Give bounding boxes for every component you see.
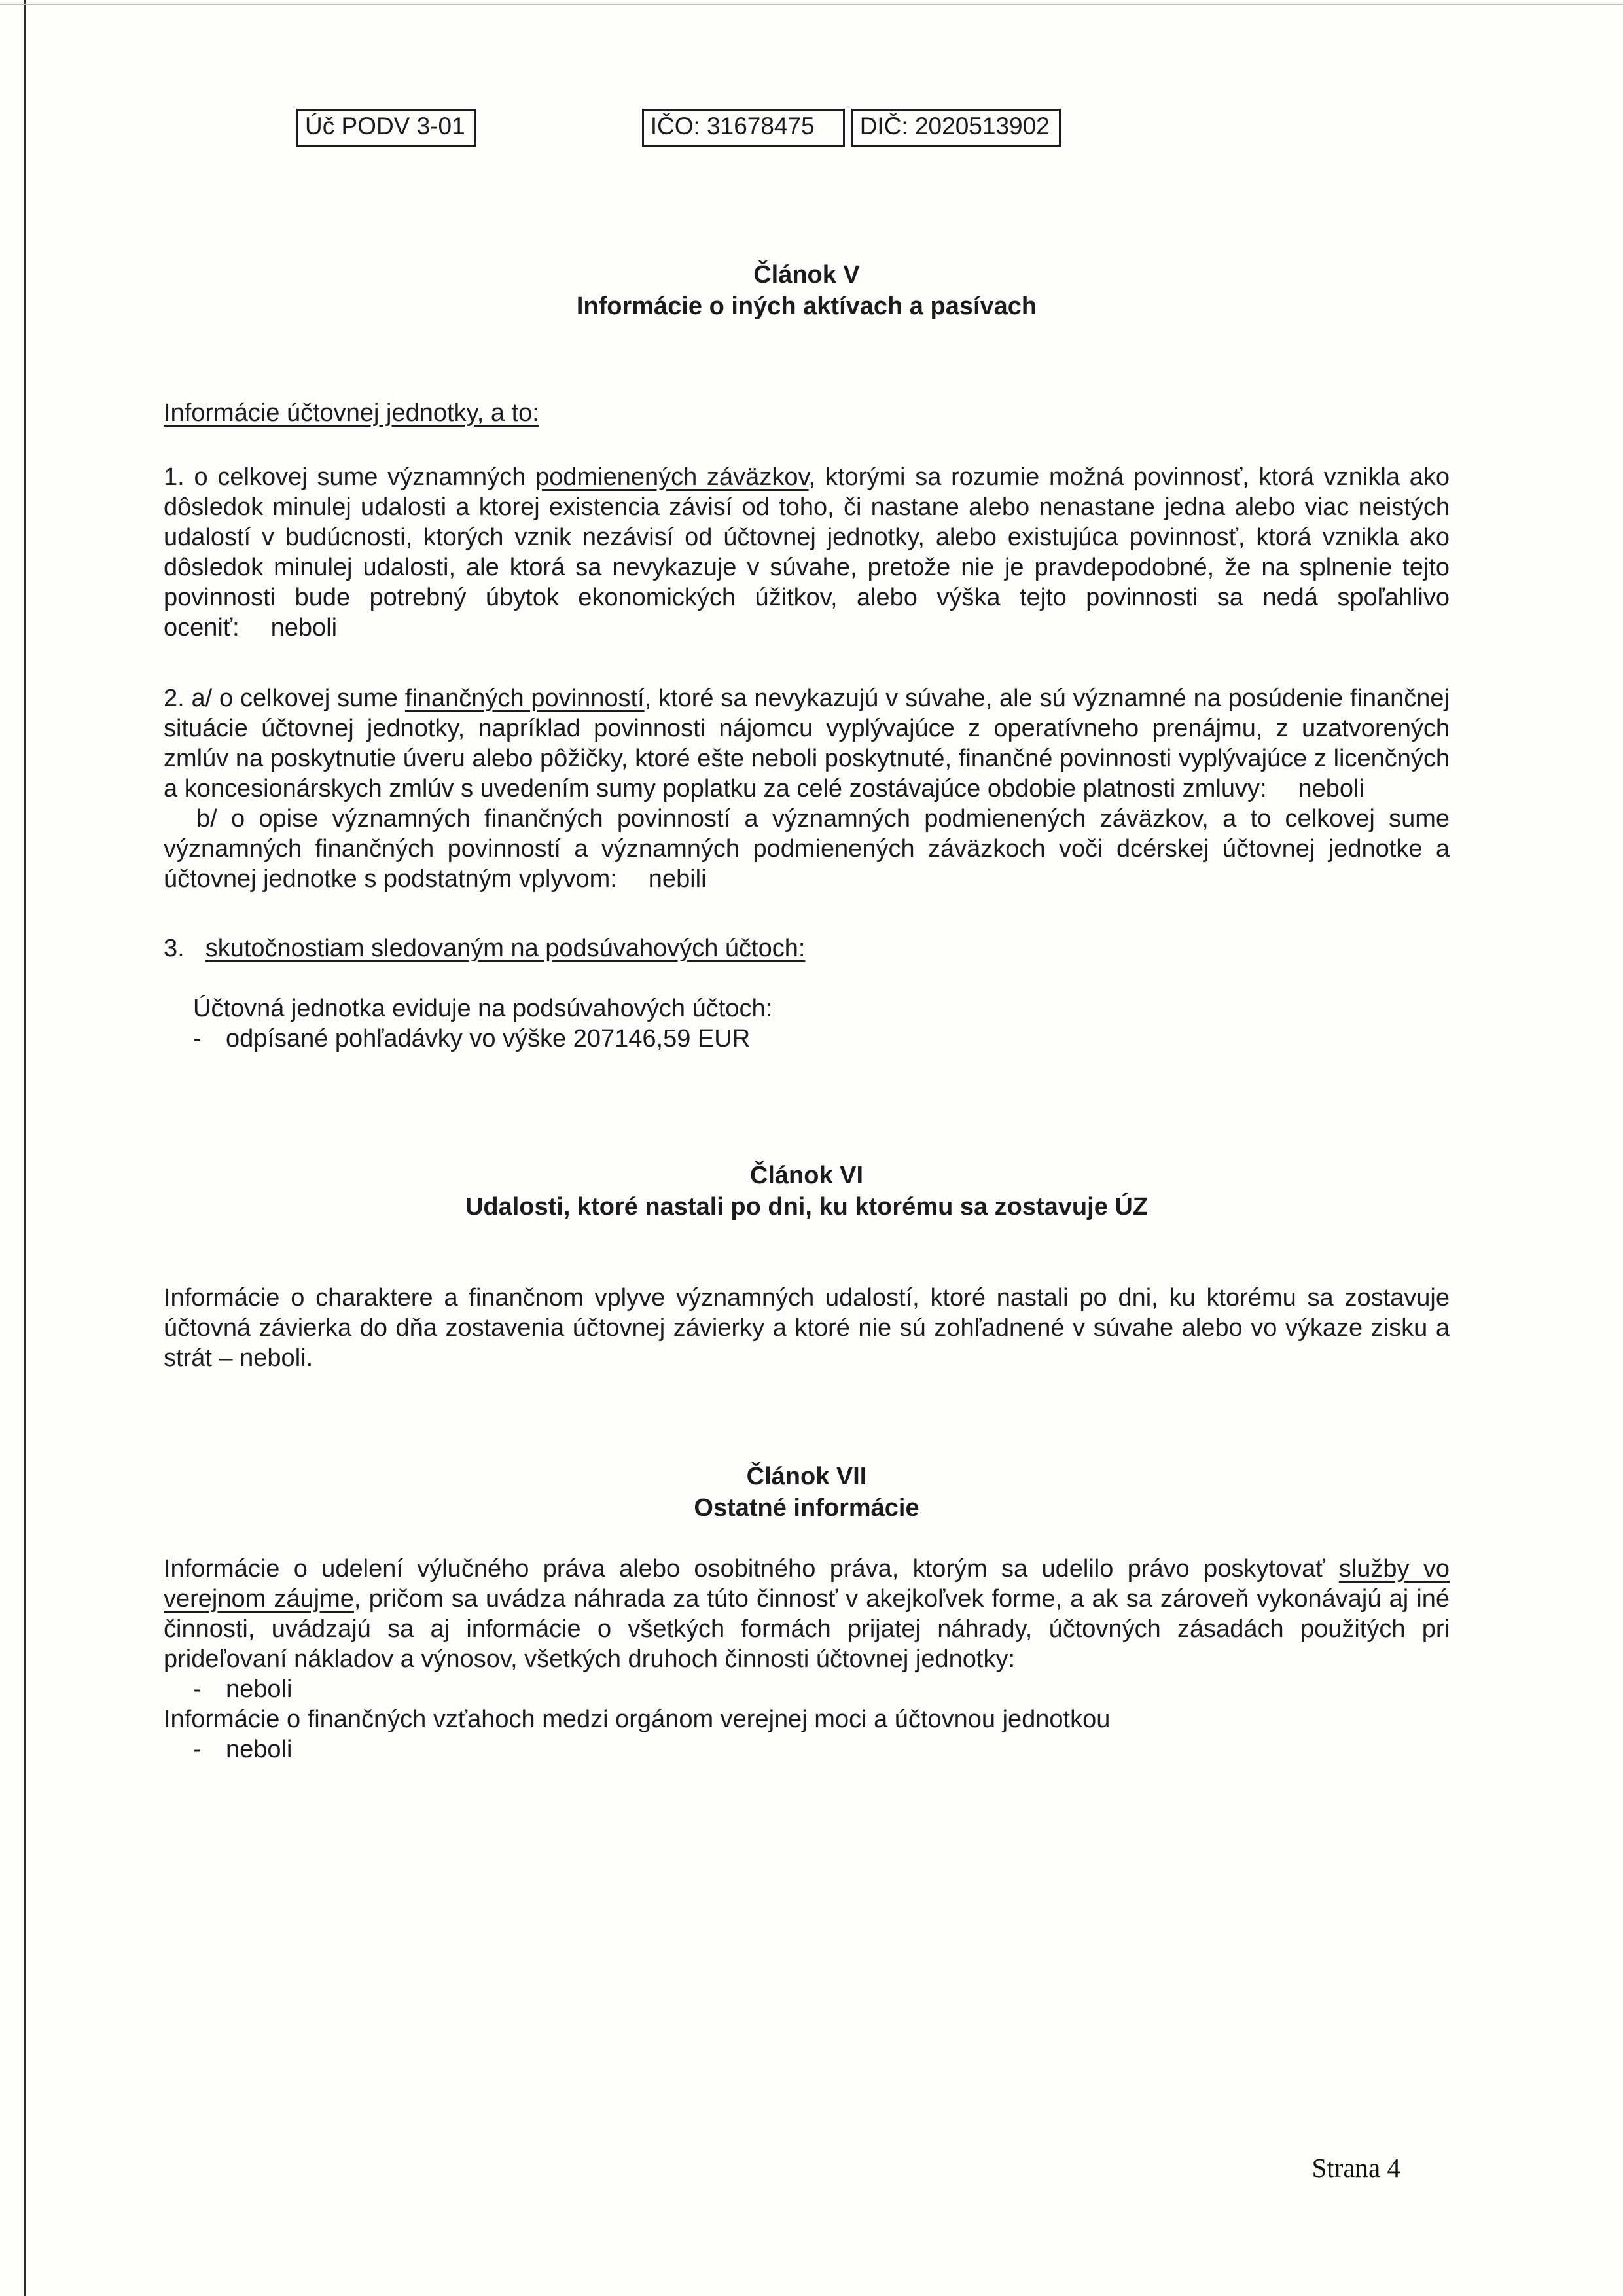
text-segment: Informácie o udelení výlučného práva alebo osobitného práva, ktorým sa udelilo právo poskytovať: [164, 1555, 1339, 1583]
article-vi-subtitle: Udalosti, ktoré nastali po dni, ku ktorému sa zostavuje ÚZ: [465, 1193, 1149, 1221]
paragraph-description-obligations: [164, 804, 1450, 894]
off-balance-value: odpísané pohľadávky vo výške 207146,59 EUR: [226, 1025, 751, 1052]
header-row: [164, 109, 1450, 147]
page-number: Strana 4: [1311, 2153, 1400, 2183]
answer-text: nebili: [648, 865, 707, 893]
off-balance-note: Účtovná jednotka eviduje na podsúvahových účtoch:: [193, 995, 773, 1022]
item-3-number: 3.: [164, 935, 185, 962]
off-balance-bullet: [164, 1024, 1450, 1054]
article-v-title: Článok V: [753, 261, 860, 289]
section-intro: [164, 398, 1450, 428]
bullet-dash: -: [193, 1736, 202, 1763]
bullet-value: neboli: [226, 1676, 293, 1703]
bullet-value: neboli: [226, 1736, 293, 1763]
text-segment: 2. a/ o celkovej sume: [164, 685, 405, 712]
article-v-subtitle: Informácie o iných aktívach a pasívach: [576, 293, 1037, 320]
paragraph-exclusive-rights: [164, 1554, 1450, 1674]
article-vii-subtitle: Ostatné informácie: [694, 1494, 919, 1522]
financial-relations-bullet: [164, 1734, 1450, 1765]
dic-box: DIČ: 2020513902: [851, 109, 1061, 147]
text-segment: b/ o opise významných finančných povinností a významných podmienených záväzkov, a to celkovej sume významných finančných povinností a významných podmienených záväzkoch voči dcérskej účtovnej jednotke a účtovnej jednotke s podstatným vplyvom:: [164, 805, 1450, 893]
paragraph-financial-obligations: [164, 683, 1450, 804]
underlined-phrase-public-interest-services: služby vo verejnom záujme: [164, 1555, 1450, 1613]
underlined-phrase-financial-obligations: finančných povinností: [404, 685, 645, 712]
paragraph-contingent-liabilities: [164, 462, 1450, 643]
bullet-dash: -: [193, 1025, 202, 1052]
answer-text: neboli: [270, 614, 338, 641]
underlined-phrase-contingent-liabilities: podmienených záväzkov: [535, 463, 809, 491]
bullet-dash: -: [193, 1676, 202, 1703]
underlined-item-3-text: skutočnostiam sledovaným na podsúvahových účtoch:: [205, 935, 806, 962]
paragraph-subsequent-events: Informácie o charaktere a finančnom vplyve významných udalostí, ktoré nastali po dni, ku ktorému sa zostavuje účtovná závierka do dňa zostavenia účtovnej závierky a ktoré nie sú zohľadnené v súvahe alebo vo výkaze zisku a strát – neboli.: [164, 1284, 1450, 1372]
paragraph-financial-relations: Informácie o finančných vzťahoch medzi orgánom verejnej moci a účtovnou jednotkou: [164, 1706, 1111, 1733]
ico-box: IČO: 31678475: [642, 109, 845, 147]
page-content: [164, 0, 1450, 1765]
text-segment: 1. o celkovej sume významných: [164, 463, 536, 491]
exclusive-rights-bullet: [164, 1674, 1450, 1704]
article-vii-title: Článok VII: [746, 1463, 867, 1490]
text-segment: , pričom sa uvádza náhrada za túto činnosť v akejkoľvek forme, a ak sa zároveň vykonávajú aj iné činnosti, uvádzajú sa aj informácie o všetkých formách prijatej náhrady, účtovných zásadách použitých pri prideľovaní nákladov a výnosov, všetkých druhoch činnosti účtovnej jednotky:: [164, 1585, 1450, 1673]
answer-text: neboli: [1298, 775, 1364, 802]
text-segment: , ktoré sa nevykazujú v súvahe, ale sú významné na posúdenie finančnej situácie účtovnej jednotky, napríklad povinnosti nájomcu vyplývajúce z operatívneho prenájmu, z uzatvorených zmlúv na poskytnutie úveru alebo pôžičky, ktoré ešte neboli poskytnuté, finančné povinnosti vyplývajúce z licenčných a koncesionárskych zmlúv s uvedením sumy poplatku za celé zostávajúce obdobie platnosti zmluvy:: [164, 685, 1450, 802]
item-3-off-balance: [164, 933, 1450, 963]
scan-edge-line-left: [24, 0, 26, 2296]
form-code-box: Úč PODV 3-01: [296, 109, 476, 147]
section-intro-text: Informácie účtovnej jednotky, a to:: [164, 399, 539, 427]
text-segment: , ktorými sa rozumie možná povinnosť, ktorá vznikla ako dôsledok minulej udalosti a ktorej existencia závisí od toho, či nastane alebo nenastane jedna alebo viac neistých udalostí v budúcnosti, ktorých vznik nezávisí od účtovnej jednotky, alebo existujúca povinnosť, ktorá vznikla ako dôsledok minulej udalosti, ale ktorá sa nevykazuje v súvahe, pretože nie je pravdepodobné, že na splnenie tejto povinnosti bude potrebný úbytok ekonomických úžitkov, alebo výška tejto povinnosti sa nedá spoľahlivo oceniť:: [164, 463, 1450, 641]
article-vi-title: Článok VI: [749, 1162, 864, 1189]
